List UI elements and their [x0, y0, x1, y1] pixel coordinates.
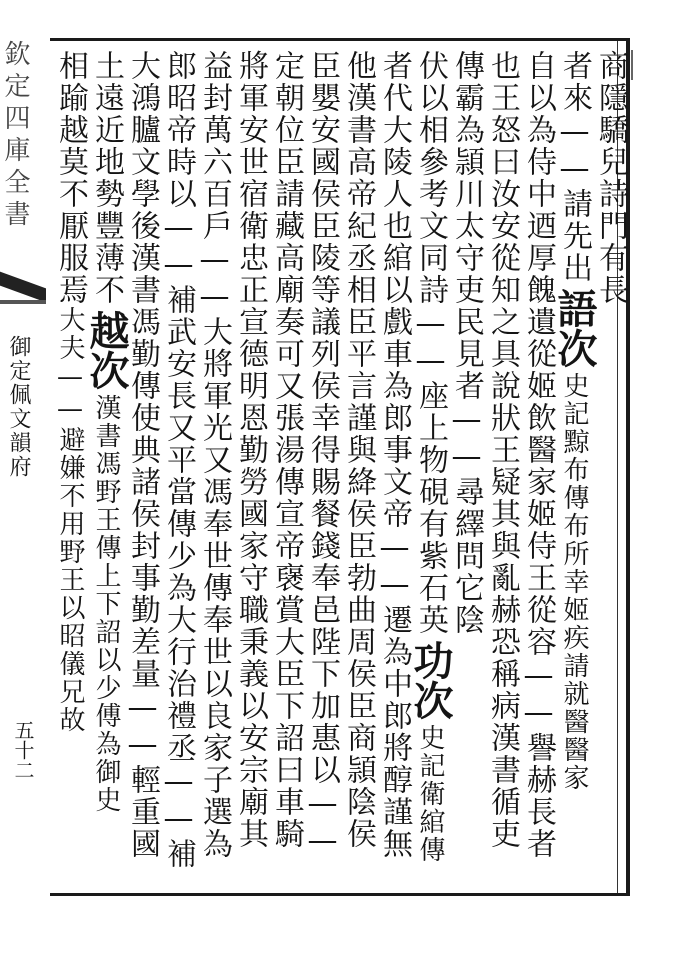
- text-column-13: 郎昭帝時以——補武安長又平當傳少為大行治禮丞——補: [161, 50, 196, 870]
- heading-word-yuci: 語次: [551, 288, 598, 368]
- text-column-14: 大鴻臚文學後漢書馮勤傳使典諸侯封事勤差量——輕重國: [125, 50, 160, 860]
- column-8-body: 他漢書高帝紀丞相臣平言謹與絳侯臣勃曲周侯臣商頴陰侯: [341, 50, 376, 850]
- text-column-9: 臣嬰安國侯臣陵等議列侯幸得賜餐錢奉邑陛下加惠以——: [305, 50, 340, 860]
- heading-1-text: 史記黥布傳布所幸姬疾請就醫醫家: [559, 372, 589, 792]
- heading-3-follow-visible: 大夫——避嫌不用野王以昭儀兄故: [55, 306, 85, 734]
- edge-mark: [631, 50, 633, 80]
- text-column-12: 益封萬六百戶——大將軍光又馮奉世傳奉世以良家子選為: [197, 50, 232, 860]
- text-column-5: 傳霸為頴川太守吏民見者——尋繹問它陰: [449, 50, 484, 636]
- text-column-11: 將軍安世宿衛忠正宣德明恩勤勞國家守職秉義以安宗廟其: [233, 50, 268, 850]
- text-column-3: [518, 50, 558, 882]
- column-7-body: 者代大陵人也綰以戲車為郎事文帝——遷為中郎將醇謹無: [377, 50, 412, 860]
- heading-word-gongci-visible: 功次: [407, 640, 454, 720]
- spine-series-title: 欽定四庫全書: [0, 40, 30, 232]
- heading-3-text: 漢書馮野王傳上下詔以少傅為御史: [91, 394, 121, 814]
- text-column-2: [551, 50, 598, 882]
- text-column-8: [338, 50, 378, 882]
- heading-2-cite: 史記衛綰傳: [415, 724, 445, 864]
- text-column-10: 定朝位臣請藏高廟奏可又張湯傳宣帝襃賞大臣下詔曰車騎: [269, 50, 304, 850]
- column-16-lead: 相踰越莫不厭服焉: [53, 50, 88, 306]
- column-3-body: 自以為侍中迺厚餽遺從姬飲醫家姬侍王從容——譽赫長者: [521, 50, 556, 860]
- column-15-lead: 土遠近地勢豐薄不: [89, 50, 124, 306]
- page-number: 五十二: [11, 720, 35, 780]
- spine-book-title: 御定佩文韻府: [6, 335, 31, 479]
- text-column-6: [407, 50, 454, 882]
- text-column-16-visible: [50, 50, 90, 882]
- column-2-lead: 者來——請先出: [557, 50, 592, 284]
- text-column-7: [374, 50, 414, 882]
- text-column-4: 也王怒曰汝安從知之具說狀王疑其與亂赫恐稱病漢書循吏: [485, 50, 520, 850]
- spine-black-bar: [0, 272, 46, 303]
- text-column-15: [83, 50, 130, 882]
- text-column-1: 商隱驕兒詩門有長: [593, 50, 628, 306]
- column-6-lead: 伏以相參考文同詩——座上物硯有紫石英: [413, 50, 448, 636]
- spine-divider: [0, 300, 46, 304]
- heading-word-yueci: 越次: [83, 310, 130, 390]
